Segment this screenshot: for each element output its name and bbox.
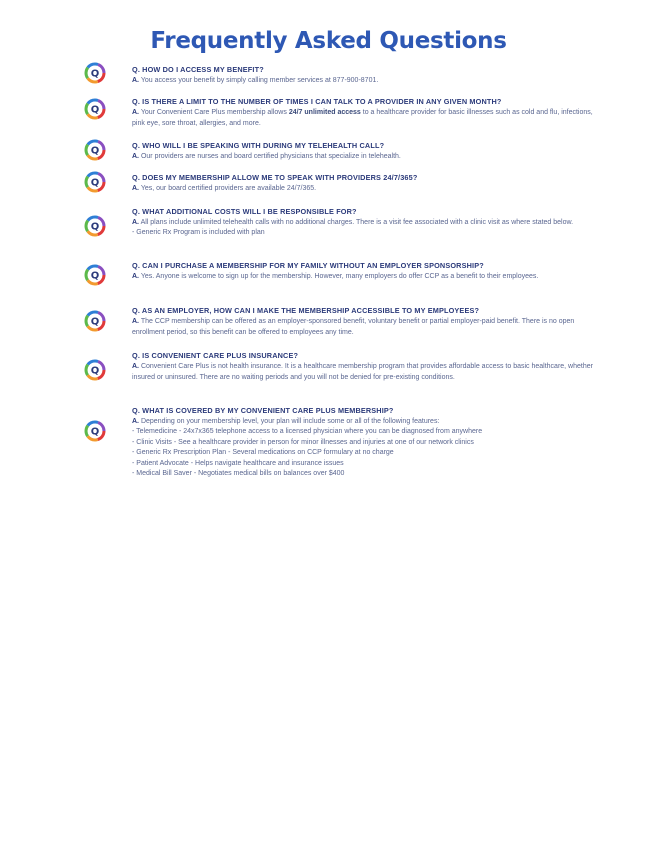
svg-text:Q: Q — [90, 221, 100, 233]
svg-text:Q: Q — [90, 68, 100, 80]
svg-text:Q: Q — [90, 365, 100, 377]
svg-text:Q: Q — [90, 426, 100, 438]
q-badge-icon — [84, 420, 106, 442]
page-title: Frequently Asked Questions — [150, 28, 507, 54]
faq-answer: A. Our providers are nurses and board certified physicians that specialize in telehealth. — [132, 153, 401, 160]
faq-answer: A. The CCP membership can be offered as an employer-sponsored benefit, voluntary benefit or partial employer-paid benefit. There is no open enrollment period, so this benefit can be offered to employees any time. — [132, 318, 575, 336]
svg-text:Q: Q — [90, 104, 100, 116]
faq-bullet: - Medical Bill Saver - Negotiates medical bills on balances over $400 — [132, 470, 345, 477]
q-badge-icon — [84, 359, 106, 381]
faq-answer: A. Your Convenient Care Plus membership allows 24/7 unlimited access to a healthcare provider for basic illnesses such as cold and flu, infections, pink eye, sore throat, allergies, and more. — [132, 109, 593, 127]
faq-bullet: - Clinic Visits - See a healthcare provider in person for minor illnesses and injuries at one of our network clinics — [132, 438, 474, 446]
faq-answer: A. You access your benefit by simply calling member services at 877-900-8701. — [132, 77, 379, 84]
faq-answer: A. Convenient Care Plus is not health insurance. It is a healthcare membership program that provides affordable access to basic healthcare, whether insured or uninsured. There are no waiting periods and you will not be denied for pre-existing conditions. — [132, 363, 593, 381]
faq-answer: A. Depending on your membership level, your plan will include some or all of the following features: — [132, 418, 440, 425]
faq-question: Q. IS THERE A LIMIT TO THE NUMBER OF TIMES I CAN TALK TO A PROVIDER IN ANY GIVEN MONTH? — [132, 97, 502, 106]
faq-question: Q. WHAT IS COVERED BY MY CONVENIENT CARE PLUS MEMBERSHIP? — [132, 406, 394, 415]
q-badge-icon — [84, 264, 106, 286]
svg-text:Q: Q — [90, 316, 100, 328]
q-badge-icon — [84, 62, 106, 84]
q-badge-icon — [84, 98, 106, 120]
faq-question: Q. CAN I PURCHASE A MEMBERSHIP FOR MY FAMILY WITHOUT AN EMPLOYER SPONSORSHIP? — [132, 261, 484, 270]
q-badge-icon — [84, 310, 106, 332]
faq-question: Q. AS AN EMPLOYER, HOW CAN I MAKE THE MEMBERSHIP ACCESSIBLE TO MY EMPLOYEES? — [132, 306, 480, 315]
faq-bullet: - Generic Rx Program is included with plan — [132, 229, 265, 236]
svg-text:Q: Q — [90, 270, 100, 282]
faq-question: Q. IS CONVENIENT CARE PLUS INSURANCE? — [132, 351, 299, 360]
faq-question: Q. WHO WILL I BE SPEAKING WITH DURING MY TELEHEALTH CALL? — [132, 141, 385, 150]
faq-question: Q. WHAT ADDITIONAL COSTS WILL I BE RESPONSIBLE FOR? — [132, 207, 357, 216]
q-badge-icon — [84, 171, 106, 193]
faq-question: Q. DOES MY MEMBERSHIP ALLOW ME TO SPEAK WITH PROVIDERS 24/7/365? — [132, 173, 418, 182]
faq-answer: A. Yes, our board certified providers are available 24/7/365. — [132, 185, 317, 192]
faq-bullet: - Patient Advocate - Helps navigate healthcare and insurance issues — [132, 459, 344, 467]
faq-question: Q. HOW DO I ACCESS MY BENEFIT? — [132, 65, 264, 74]
faq-answer: A. All plans include unlimited telehealth calls with no additional charges. There is a visit fee associated with a clinic visit as where stated below. — [132, 219, 574, 226]
svg-text:Q: Q — [90, 145, 100, 157]
svg-text:Q: Q — [90, 177, 100, 189]
q-badge-icon — [84, 139, 106, 161]
faq-bullet: - Telemedicine - 24x7x365 telephone access to a licensed physician where you can be diagnosed from anywhere — [132, 428, 483, 435]
q-badge-icon — [84, 215, 106, 237]
faq-answer: A. Yes. Anyone is welcome to sign up for the membership. However, many employers do offer CCP as a benefit to their employees. — [132, 273, 539, 280]
faq-bullet: - Generic Rx Prescription Plan - Several medications on CCP formulary at no charge — [132, 449, 394, 456]
